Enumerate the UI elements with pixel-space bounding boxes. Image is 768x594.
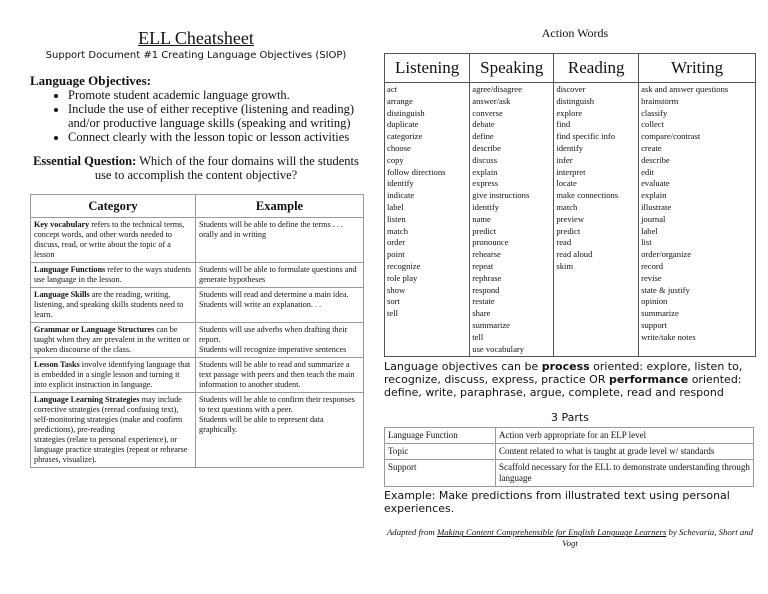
action-word: follow directions [387,166,446,177]
category-row [31,288,364,323]
action-word: distinguish [556,95,595,106]
part-name: Topic [385,444,496,460]
action-word: locate [556,178,577,189]
category-description [34,395,187,464]
category-term: Grammar or Language Structures [34,325,155,334]
action-word: order [387,237,406,248]
action-word: classify [641,107,668,118]
category-header: Category [31,195,196,218]
example-cell [196,288,364,323]
example-header: Example [196,195,364,218]
category-table [30,194,364,468]
action-word: describe [472,142,501,153]
credit-line [384,527,756,549]
text-line: Students will write an explanation. . . [199,300,322,309]
action-word: summarize [641,308,679,319]
credit-book-title: Making Content Comprehensible for English Language Learners [436,527,667,538]
parts-row [385,460,754,487]
action-word: agree/disagree [472,84,522,94]
category-cell [31,323,196,358]
category-row [31,393,364,468]
action-word: read [556,237,572,248]
process-performance-text [384,360,756,399]
category-row [31,358,364,393]
action-word: answer/ask [472,95,511,106]
category-row [31,323,364,358]
category-term: Language Skills [34,290,90,299]
action-word: preview [556,213,585,224]
example-text: Example: Make predictions from illustrated text using personal experiences. [384,489,730,516]
category-term: Language Functions [34,265,106,274]
action-word: distinguish [387,107,425,118]
action-word: define [472,131,494,142]
action-word: identify [472,201,499,212]
action-word: converse [472,107,503,118]
page-title: ELL Cheatsheet [138,28,254,48]
example-cell [196,323,364,358]
objectives-heading: Language Objectives: [30,73,151,88]
listening-header: Listening [385,54,470,83]
action-word: act [387,84,398,94]
text-line: Students will recognize imperative sentences [199,345,347,354]
example-cell [196,218,364,263]
text-line: Students will be able to formulate questions and generate hypotheses [199,265,357,284]
action-word: show [387,284,406,295]
action-word: tell [387,308,398,319]
action-word: write/take notes [641,331,696,342]
process-text-e: oriented: define, write, paraphrase, argue, complete, read and respond [384,373,742,400]
action-word: choose [387,142,411,153]
action-word: illustrate [641,201,672,212]
action-word: use vocabulary [472,343,525,354]
action-word: make connections [556,190,619,201]
action-word: evaluate [641,178,670,189]
right-column [384,26,756,549]
action-word: debate [472,119,495,130]
action-word: list [641,237,652,248]
text-line: Students will be able to represent data graphically. [199,415,324,434]
text-line: Students will use adverbs when drafting their report. [199,325,348,344]
action-word: recognize [387,260,421,271]
action-word: label [641,225,658,236]
category-cell [31,218,196,263]
action-word: restate [472,296,495,307]
credit-suffix: by Schevaria, Short and Vogt [562,527,754,549]
essential-question [30,154,362,182]
parts-row [385,444,754,460]
text-line: refers to the technical terms, concept words, and other words needed to discuss, read, or write about the topic of a lesson [34,220,185,259]
action-word: record [641,260,664,271]
text-line: refer to the ways students use language in the lesson. [34,265,191,284]
text-line: involve identifying language that is embedded in a single lesson and turning it into explicit instruction in language. [34,360,191,389]
text-line: may include corrective strategies (reread confusing text), self-monitoring strategies (make and confirm predictions), pre-reading [34,395,183,434]
category-cell [31,358,196,393]
action-word: compare/contrast [641,131,701,142]
action-word: sort [387,296,400,307]
action-word: describe [641,154,670,165]
action-word: order/organize [641,249,692,260]
action-word: listen [387,213,406,224]
action-word: discover [556,84,586,94]
action-word: skim [556,260,574,271]
listening-words [385,83,470,357]
text-line: can be taught when they are prevalent in the written or spoken discourse of the class. [34,325,190,354]
process-text-c: oriented: explore, listen to, recognize, discuss, express, practice OR [384,360,743,387]
action-word: rephrase [472,272,502,283]
action-word: find specific info [556,131,616,142]
part-name: Language Function [385,428,496,444]
action-word: summarize [472,319,510,330]
category-row [31,218,364,263]
parts-table [384,427,754,487]
action-word: repeat [472,260,494,271]
action-word: revise [641,272,662,283]
text-line: Students will read and determine a main idea. [199,290,349,299]
category-term: Language Learning Strategies [34,395,140,404]
example-cell [196,358,364,393]
action-word: rehearse [472,249,501,260]
action-word: find [556,119,571,130]
action-word: share [472,308,491,319]
action-word: collect [641,119,664,130]
example-cell [196,263,364,288]
action-word: edit [641,166,654,177]
text-line: Students will be able to define the terms . . . orally and in writing [199,220,343,239]
action-word: explore [556,107,583,118]
action-word: match [387,225,408,236]
category-cell [31,288,196,323]
action-word: give instructions [472,190,530,201]
parts-row [385,428,754,444]
action-word: identify [387,178,414,189]
objective-item: • Include the use of either receptive (listening and reading) and/or productive language skills (speaking and writing) [68,102,362,130]
action-word: respond [472,284,500,295]
essential-question-text: Which of the four domains will the students use to accomplish the content objective? [94,154,359,182]
reading-words [554,83,639,357]
writing-header: Writing [639,54,756,83]
page-subtitle: Support Document #1 Creating Language Objectives (SIOP) [45,50,347,61]
action-word: ask and answer questions [641,84,729,94]
process-keyword: process [541,360,590,374]
action-word: match [556,201,578,212]
objective-item: • Connect clearly with the lesson topic or lesson activities [68,130,362,144]
action-word: journal [641,213,666,224]
action-word: identify [556,142,584,153]
action-word: express [472,178,499,189]
action-word: predict [472,225,497,236]
speaking-words [470,83,554,357]
parts-title: 3 Parts [551,411,589,425]
credit-prefix: Adapted from [386,527,437,538]
action-word: label [387,201,404,212]
objective-item: • Promote student academic language growth. [68,88,362,102]
action-word: interpret [556,166,586,177]
action-word: brainstorm [641,95,679,106]
action-word: explain [641,190,667,201]
category-cell [31,393,196,468]
part-description: Action verb appropriate for an ELP level [496,428,754,444]
part-description: Scaffold necessary for the ELL to demonstrate understanding through language [496,460,754,487]
action-words-table [384,53,756,357]
category-term: Key vocabulary [34,220,90,229]
text-line: Students will be able to read and summarize a text passage with peers and then teach the main information to another student. [199,360,355,389]
action-word: point [387,249,405,260]
text-line: language practice strategies (repeat or rehearse phrases, visualize). [34,445,188,464]
speaking-header: Speaking [470,54,554,83]
action-word: explain [472,166,498,177]
action-word: opinion [641,296,668,307]
part-description: Content related to what is taught at grade level w/ standards [496,444,754,460]
action-word: state & justify [641,284,690,295]
category-row [31,263,364,288]
category-term: Lesson Tasks [34,360,80,369]
action-word: read aloud [556,249,593,260]
action-word: predict [556,225,581,236]
performance-keyword: performance [608,373,689,387]
objectives-list [30,88,362,144]
action-word: support [641,319,667,330]
action-word: create [641,142,662,153]
action-word: duplicate [387,119,419,130]
action-word: role play [387,272,418,283]
writing-words [639,83,756,357]
category-cell [31,263,196,288]
left-column [30,28,362,468]
action-word: discuss [472,154,498,165]
action-words-title: Action Words [541,26,609,40]
action-word: infer [556,154,573,165]
action-word: copy [387,154,404,165]
action-word: indicate [387,190,415,201]
essential-question-label: Essential Question: [33,154,137,168]
action-word: pronounce [472,237,509,248]
reading-header: Reading [554,54,639,83]
example-cell [196,393,364,468]
part-name: Support [385,460,496,487]
process-text-a: Language objectives can be [384,360,542,374]
text-line: Students will be able to confirm their responses to text questions with a peer. [199,395,355,414]
text-line: strategies (relate to personal experience), or [34,435,178,444]
action-word: name [472,213,491,224]
text-line: are the reading, writing, listening, and speaking skills students need to learn. [34,290,184,319]
action-word: categorize [387,131,423,142]
action-word: arrange [387,95,413,106]
action-word: tell [472,331,484,342]
